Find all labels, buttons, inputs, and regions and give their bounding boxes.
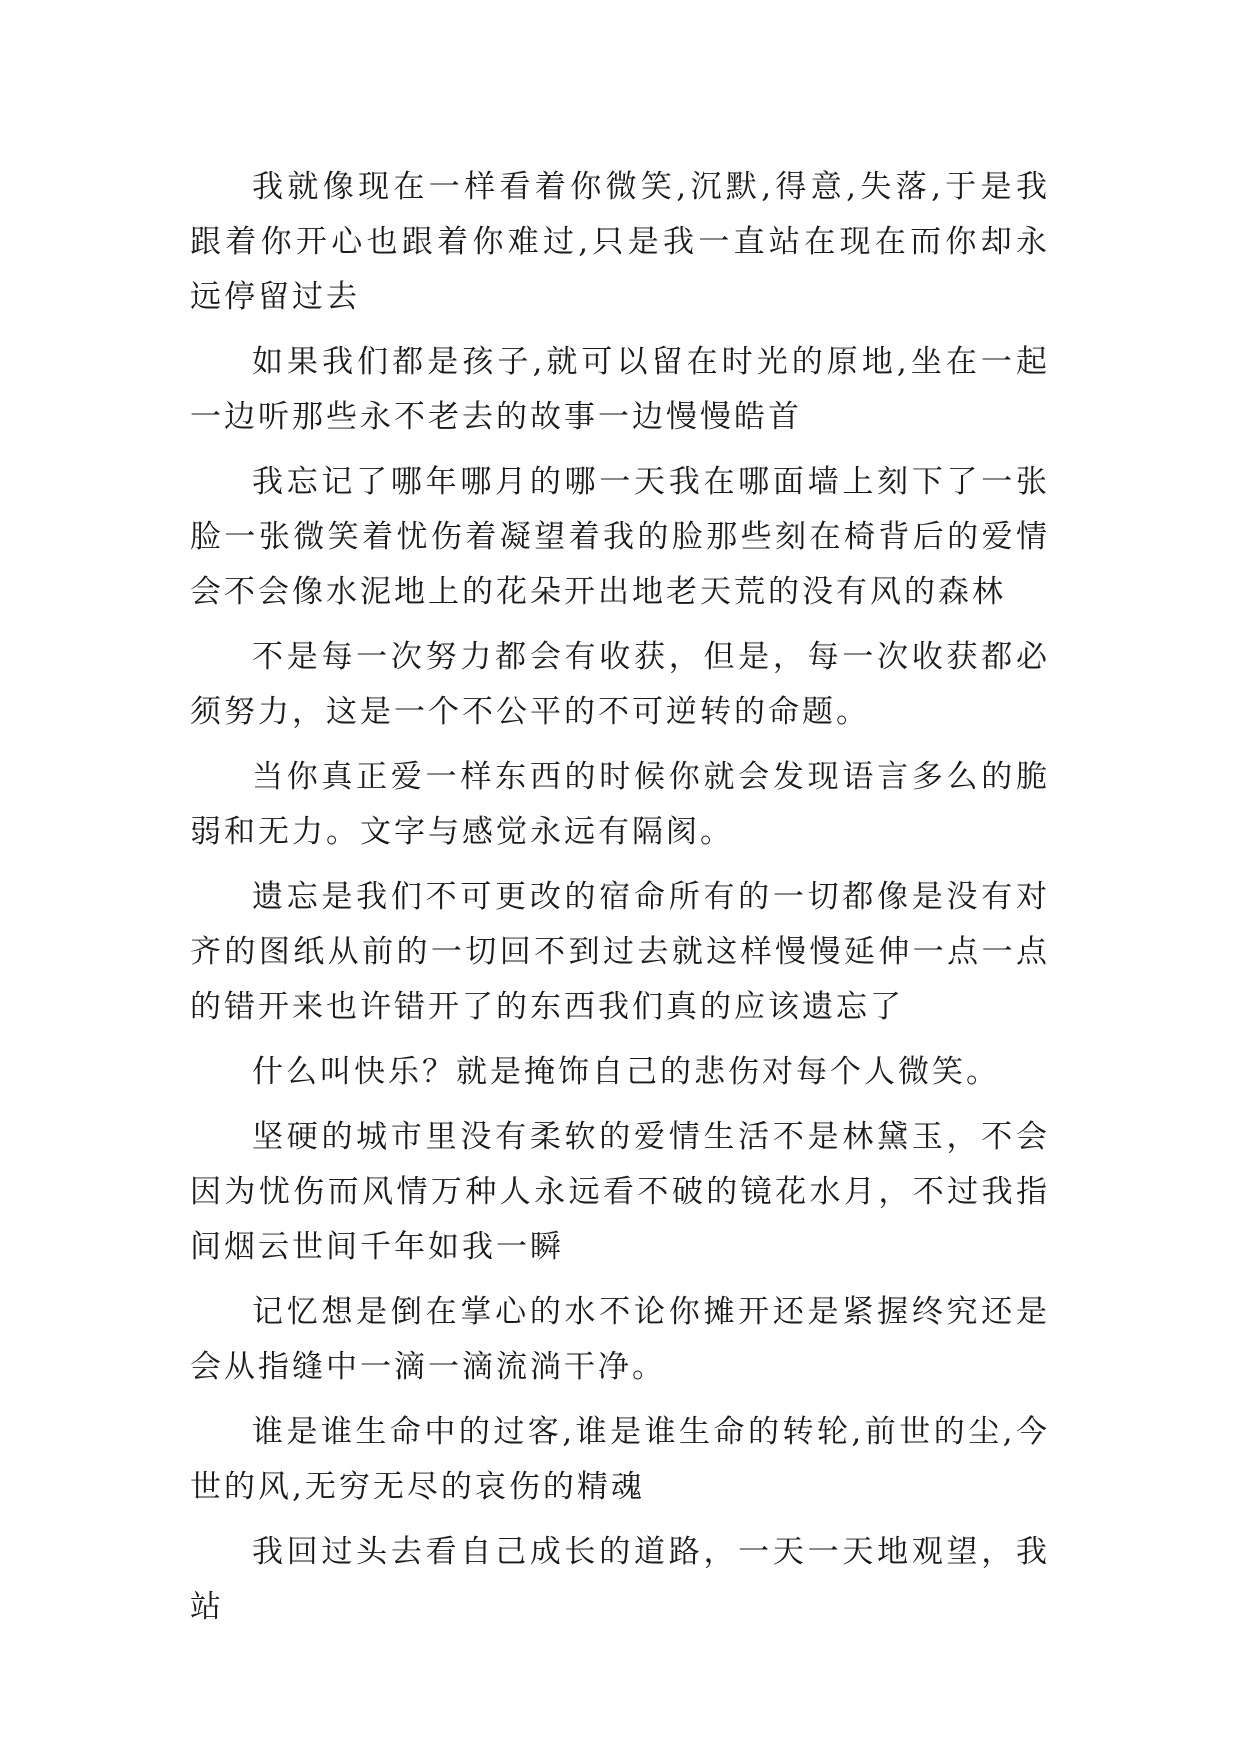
paragraph: 如果我们都是孩子,就可以留在时光的原地,坐在一起一边听那些永不老去的故事一边慢慢皓首 <box>190 344 1050 435</box>
paragraph: 当你真正爱一样东西的时候你就会发现语言多么的脆弱和无力。文字与感觉永远有隔阂。 <box>190 759 1050 850</box>
paragraph: 我回过头去看自己成长的道路，一天一天地观望，我站 <box>190 1534 1050 1625</box>
paragraph: 谁是谁生命中的过客,谁是谁生命的转轮,前世的尘,今世的风,无穷无尽的哀伤的精魂 <box>190 1414 1050 1505</box>
paragraph: 不是每一次努力都会有收获，但是，每一次收获都必须努力，这是一个不公平的不可逆转的命题。 <box>190 639 1050 730</box>
paragraph: 我就像现在一样看着你微笑,沉默,得意,失落,于是我跟着你开心也跟着你难过,只是我一直站在现在而你却永远停留过去 <box>190 169 1050 315</box>
document-body <box>190 160 1050 1645</box>
paragraph: 坚硬的城市里没有柔软的爱情生活不是林黛玉，不会因为忧伤而风情万种人永远看不破的镜花水月，不过我指间烟云世间千年如我一瞬 <box>190 1119 1050 1265</box>
paragraph: 什么叫快乐？就是掩饰自己的悲伤对每个人微笑。 <box>252 1054 1000 1090</box>
paragraph: 记忆想是倒在掌心的水不论你摊开还是紧握终究还是会从指缝中一滴一滴流淌干净。 <box>190 1294 1050 1385</box>
paragraph: 遗忘是我们不可更改的宿命所有的一切都像是没有对齐的图纸从前的一切回不到过去就这样慢慢延伸一点一点的错开来也许错开了的东西我们真的应该遗忘了 <box>190 879 1050 1025</box>
paragraph: 我忘记了哪年哪月的哪一天我在哪面墙上刻下了一张脸一张微笑着忧伤着凝望着我的脸那些刻在椅背后的爱情会不会像水泥地上的花朵开出地老天荒的没有风的森林 <box>190 464 1050 610</box>
